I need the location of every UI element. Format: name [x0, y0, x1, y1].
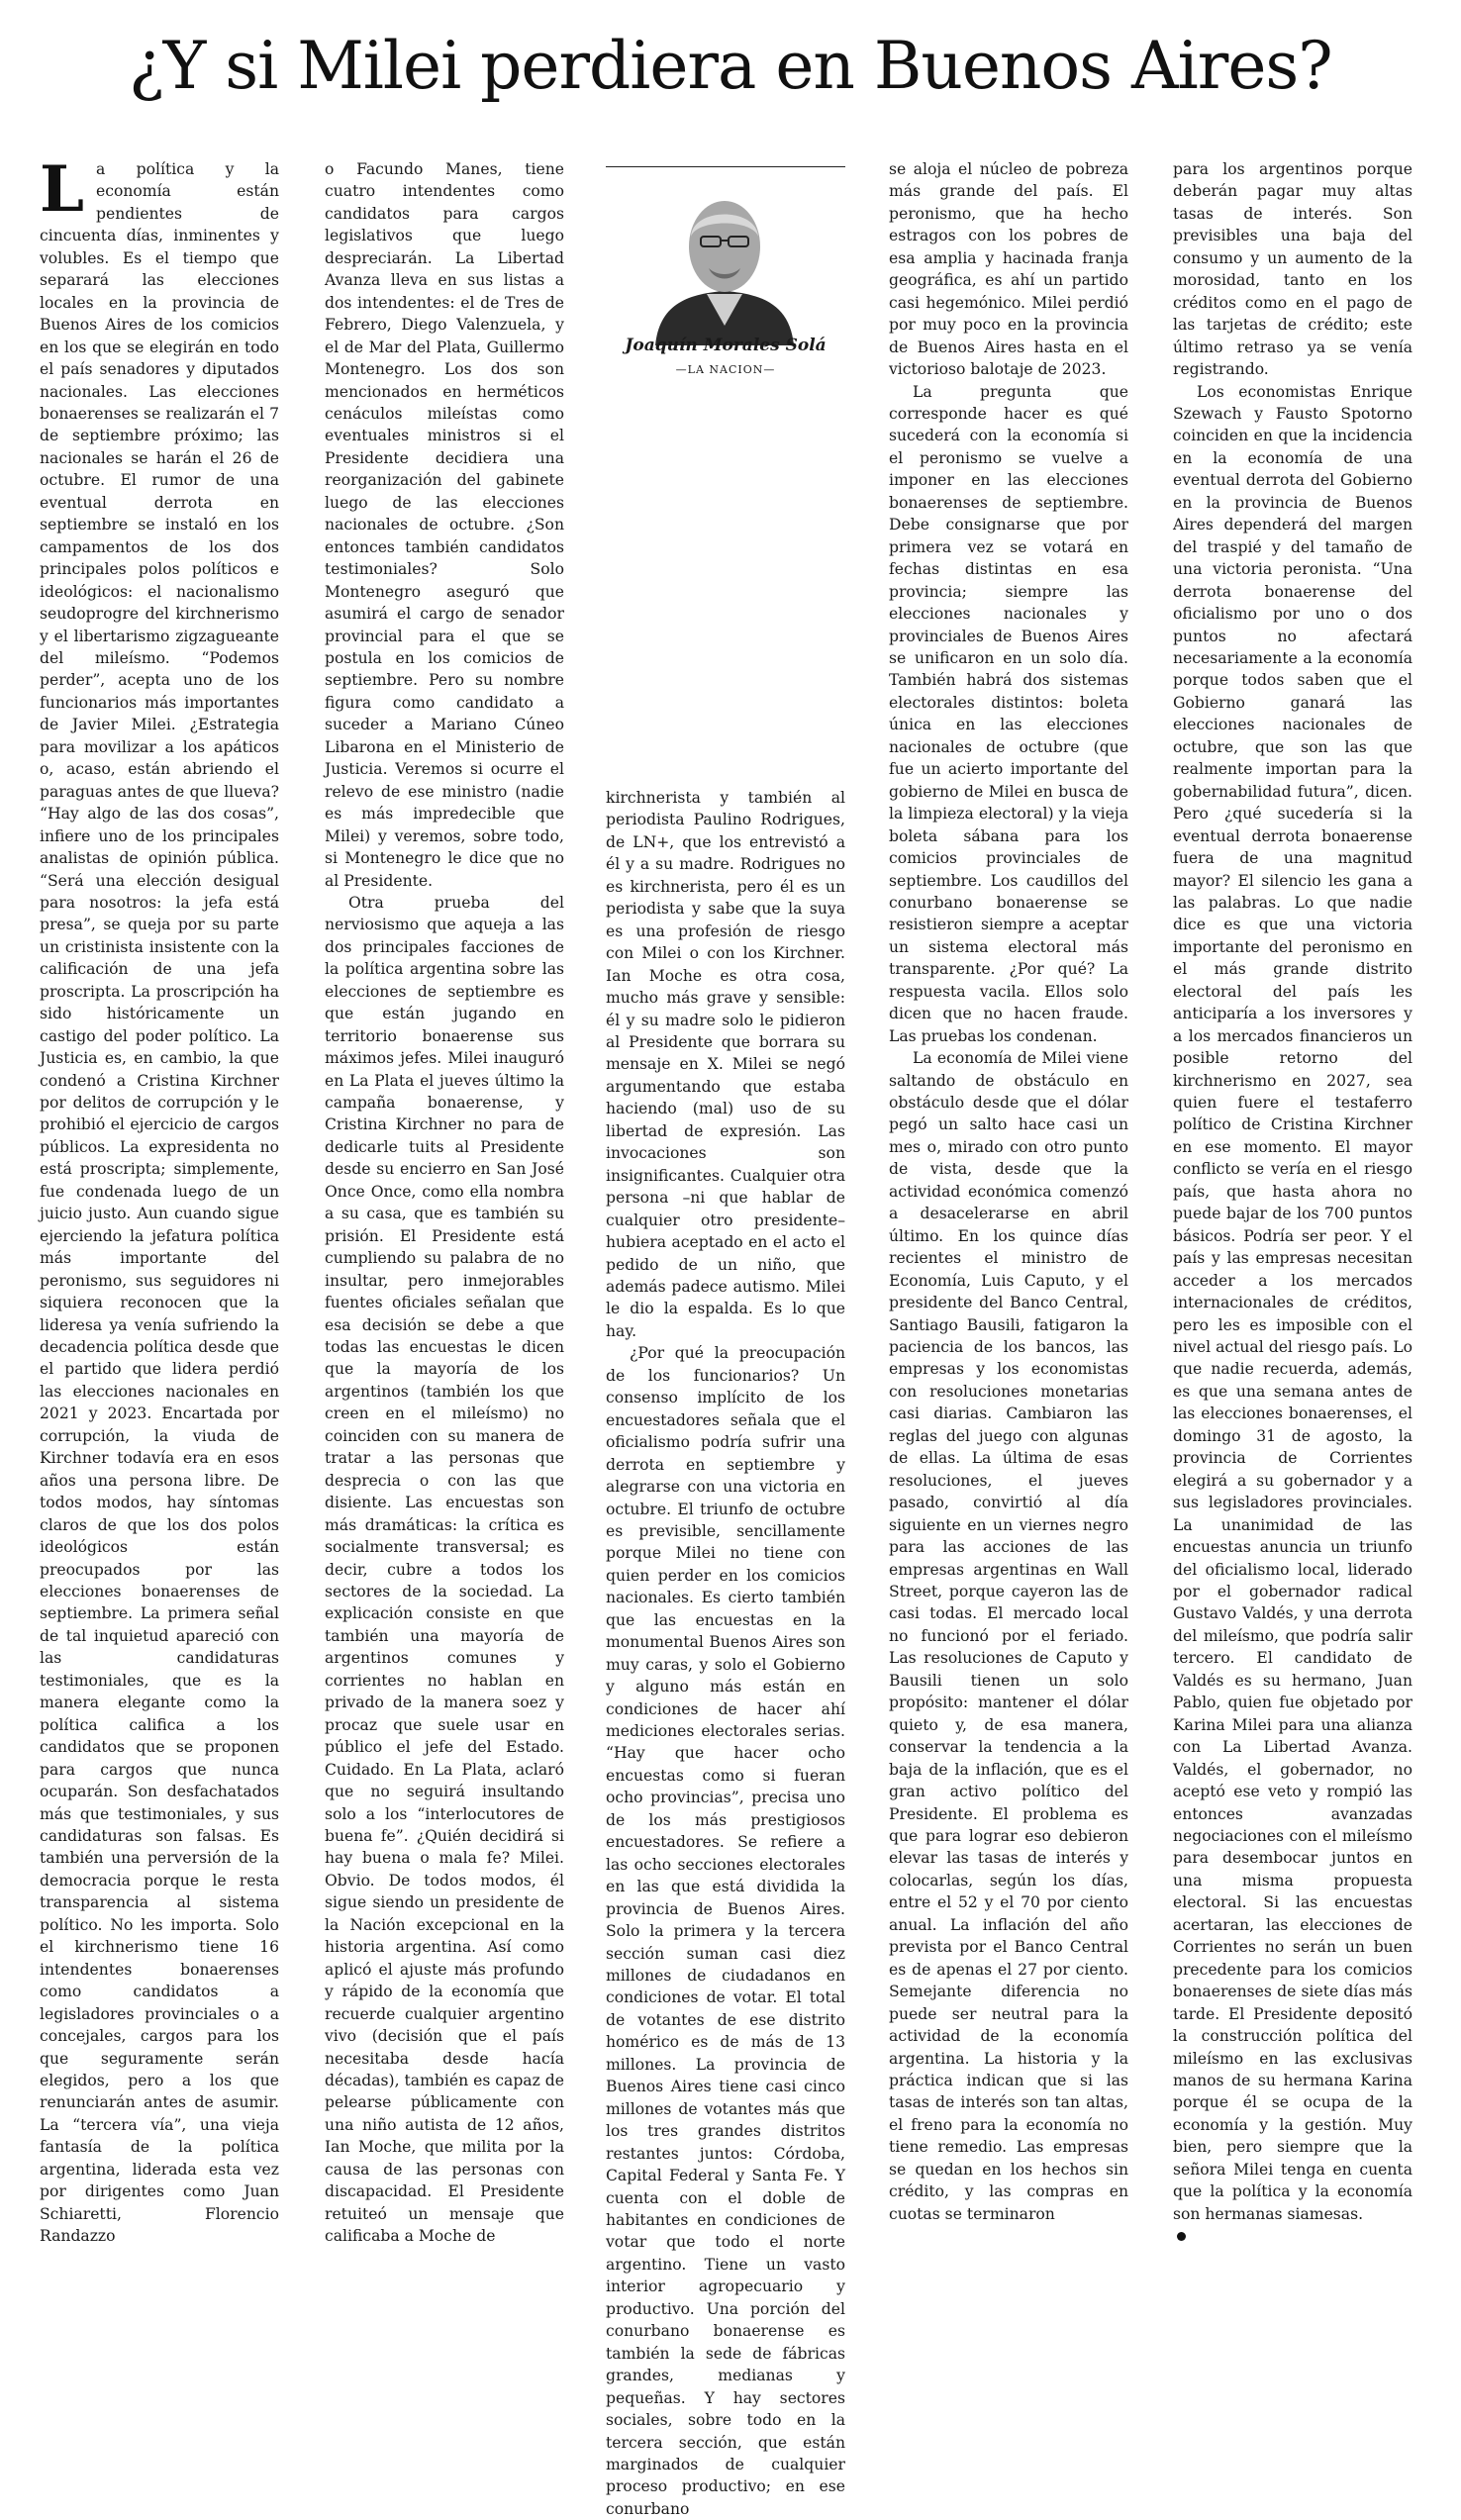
author-photo	[645, 177, 804, 345]
paragraph: ¿Por qué la preocupación de los funcionarios? Un consenso implícito de los encuestadores señala que el oficialismo podría sufrir una derrota en septiembre y alegrarse con una victoria en octubre. El triunfo de octubre es previsible, sencillamente porque Milei no tiene con quien perder en los comicios nacionales. Es cierto también que las encuestas en la monumental Buenos Aires son muy caras, y solo el Gobierno y alguno más están en condiciones de hacer ahí mediciones electorales serias. “Hay que hacer ocho encuestas como si fueran ocho provincias”, precisa uno de los más prestigiosos encuestadores. Se refiere a las ocho secciones electorales en las que está dividida la provincia de Buenos Aires. Solo la primera y la tercera sección suman casi diez millones de ciudadanos en condiciones de votar. El total de votantes de ese distrito homérico es de más de 13 millones. La provincia de Buenos Aires tiene casi cinco millones de votantes más que los tres grandes distritos restantes juntos: Córdoba, Capital Federal y Santa Fe. Y cuenta con el doble de habitantes en condiciones de votar que todo el norte argentino. Tiene un vasto interior agropecuario y productivo. Una porción del conurbano bonaerense es también la sede de fábricas grandes, medianas y pequeñas. Y hay sectores sociales, sobre todo en la tercera sección, que están marginados de cualquier proceso productivo; en ese conurbano	[606, 1344, 845, 2518]
author-box	[606, 166, 845, 773]
paragraph: Otra prueba del nerviosismo que aqueja a las dos principales facciones de la política argentina sobre las elecciones de septiembre es que están jugando en territorio bonaerense sus máximos jefes. Milei inauguró en La Plata el jueves último la campaña bonaerense, y Cristina Kirchner no para de dedicarle tuits al Presidente desde su encierro en San José Once Once, como ella nombra a su casa, que es también su prisión. El Presidente está cumpliendo su palabra de no insultar, pero inmejorables fuentes oficiales señalan que esa decisión se debe a que todas las encuestas le dicen que la mayoría de los argentinos (también los que creen en el mileísmo) no coinciden con su manera de tratar a las personas que desprecia o con las que disiente. Las encuestas son más dramáticas: la crítica es socialmente transversal; es decir, cubre a todos los sectores de la sociedad. La explicación consiste en que también una mayoría de argentinos comunes y corrientes no hablan en privado de la manera soez y procaz que suele usar en público el jefe del Estado. Cuidado. En La Plata, aclaró que no seguirá insultando solo a los “interlocutores de buena fe”. ¿Quién decidirá si hay buena o mala fe? Milei. Obvio. De todos modos, él sigue siendo un presidente de la Nación excepcional en la historia argentina. Así como aplicó el ajuste más profundo y rápido de la economía que recuerde cualquier argentino vivo (decisión que el país necesitaba desde hacía décadas), también es capaz de pelearse públicamente con una niño autista de 12 años, Ian Moche, que milita por la causa de las personas con discapacidad. El Presidente retuiteó un mensaje que calificaba a Moche de	[325, 893, 564, 2246]
author-name: Joaquín Morales Solá	[625, 336, 827, 355]
paragraph: se aloja el núcleo de pobreza más grande del país. El peronismo, que ha hecho estragos con los pobres de esa amplia y hacinada franja geográfica, es ahí un partido casi hegemónico. Milei perdió por muy poco en la provincia de Buenos Aires hasta en el victorioso balotaje de 2023.	[889, 160, 1128, 379]
paragraph	[40, 152, 279, 2248]
article-column-5	[1173, 158, 1412, 2223]
headline: ¿Y si Milei perdiera en Buenos Aires?	[129, 28, 1332, 104]
drop-cap: L	[40, 152, 84, 227]
paragraph: La economía de Milei viene saltando de obstáculo en obstáculo desde que el dólar pegó un salto hace casi un mes o, mirado con otro punto de vista, desde que la actividad económica comenzó a desacelerarse en abril último. En los quince días recientes el ministro de Economía, Luis Caputo, y el presidente del Banco Central, Santiago Bausili, fatigaron la paciencia de los bancos, las empresas y los economistas con resoluciones monetarias casi diarias. Cambiaron las reglas del juego con algunas de ellas. La última de esas resoluciones, el jueves pasado, convirtió al día siguiente en un viernes negro para las acciones de las empresas argentinas en Wall Street, porque cayeron las de casi todas. El mercado local no funcionó por el feriado. Las resoluciones de Caputo y Bausili tienen un solo propósito: mantener el dólar quieto y, de esa manera, conservar la tendencia a la baja de la inflación, que es el gran activo político del Presidente. El problema es que para lograr eso debieron elevar las tasas de interés y colocarlas, según los días, entre el 52 y el 70 por ciento anual. La inflación del año prevista por el Banco Central es de apenas el 27 por ciento. Semejante diferencia no puede ser neutral para la actividad de la economía argentina. La historia y la práctica indican que si las tasas de interés son tan altas, el freno para la economía no tiene remedio. Las empresas se quedan en los hechos sin crédito, y las compras en cuotas se terminaron	[889, 1049, 1128, 2223]
article-column-1	[40, 152, 279, 2246]
end-mark-icon	[1177, 2232, 1186, 2241]
paragraph	[1173, 2225, 1412, 2247]
paragraph: Los economistas Enrique Szewach y Fausto Spotorno coinciden en que la incidencia en la economía de una eventual derrota del Gobierno en la provincia de Buenos Aires dependerá del margen del traspié y del tamaño de una victoria peronista. “Una derrota bonaerense del oficialismo por uno o dos puntos no afectará necesariamente a la economía porque todos saben que el Gobierno ganará las elecciones nacionales de octubre, que son las que realmente importan para la gobernabilidad futura”, dicen. Pero ¿qué sucedería si la eventual derrota bonaerense fuera de una magnitud mayor? El silencio les gana a las palabras. Lo que nadie dice es que una victoria importante del peronismo en el más grande distrito electoral del país les anticiparía a los inversores y a los mercados financieros un posible retorno del kirchnerismo en 2027, sea quien fuere el testaferro político de Cristina Kirchner en ese momento. El mayor conflicto se vería en el riesgo país, que hasta ahora no puede bajar de los 700 puntos básicos. Podría ser peor. Y el país y las empresas necesitan acceder a los mercados internacionales de créditos, pero les es imposible con el nivel actual del riesgo país. Lo que nadie recuerda, además, es que una semana antes de las elecciones bonaerenses, el domingo 31 de agosto, la provincia de Corrientes elegirá a su gobernador y a sus legisladores provinciales. La unanimidad de las encuestas anuncia un triunfo del oficialismo local, liderado por el gobernador radical Gustavo Valdés, y una derrota del mileísmo, que podría salir tercero. El candidato de Valdés es su hermano, Juan Pablo, quien fue objetado por Karina Milei para una alianza con La Libertad Avanza. Valdés, el gobernador, no aceptó ese veto y rompió las entonces avanzadas negociaciones con el mileísmo para desembocar juntos en una misma propuesta electoral. Si las encuestas acertaran, las elecciones de Corrientes no serán un buen precedente para los comicios bonaerenses de siete días más tarde. El Presidente depositó la construcción política del mileísmo en las exclusivas manos de su hermana Karina porque él se ocupa de la economía y la gestión. Muy bien, pero siempre que la señora Milei tenga en cuenta que la política y la economía son hermanas siamesas.	[1173, 382, 1412, 2223]
author-outlet: —LA NACION—	[675, 363, 776, 376]
paragraph: o Facundo Manes, tiene cuatro intendentes como candidatos para cargos legislativos que luego despreciarán. La Libertad Avanza lleva en sus listas a dos intendentes: el de Tres de Febrero, Diego Valenzuela, y el de Mar del Plata, Guillermo Montenegro. Los dos son mencionados en herméticos cenáculos mileístas como eventuales ministros si el Presidente decidiera una reorganización del gabinete luego de las elecciones nacionales de octubre. ¿Son entonces también candidatos testimoniales? Solo Montenegro aseguró que asumirá el cargo de senador provincial para el que se postula en los comicios de septiembre. Pero su nombre figura como candidato a suceder a Mariano Cúneo Libarona en el Ministerio de Justicia. Veremos si ocurre el relevo de ese ministro (nadie es más impredecible que Milei) y veremos, sobre todo, si Montenegro le dice que no al Presidente.	[325, 160, 564, 890]
paragraph: para los argentinos porque deberán pagar muy altas tasas de interés. Son previsibles una baja del consumo y un aumento de la morosidad, tanto en los créditos como en el pago de las tarjetas de crédito; este último retraso ya se venía registrando.	[1173, 160, 1412, 379]
article-column-4	[889, 158, 1128, 2223]
article-column-3	[606, 787, 845, 2518]
paragraph: La pregunta que corresponde hacer es qué sucederá con la economía si el peronismo se vuelve a imponer en las elecciones bonaerenses de septiembre. Debe consignarse que por primera vez se votará en fechas distintas en esa provincia; siempre las elecciones nacionales y provinciales de Buenos Aires se unificaron en un solo día. También habrá dos sistemas electorales distintos: boleta única en las elecciones nacionales de octubre (que fue un acierto importante del gobierno de Milei en busca de la limpieza electoral) y la vieja boleta sábana para los comicios provinciales de septiembre. Los caudillos del conurbano bonaerense se resistieron siempre a aceptar un sistema electoral más transparente. ¿Por qué? La respuesta vacila. Ellos solo dicen que no hacen fraude. Las pruebas los condenan.	[889, 382, 1128, 1045]
article-column-2	[325, 158, 564, 2246]
paragraph: kirchnerista y también al periodista Paulino Rodrigues, de LN+, que los entrevistó a él y a su madre. Rodrigues no es kirchnerista, pero él es un periodista y sabe que la suya es una profesión de riesgo con Milei o con los Kirchner. Ian Moche es otra cosa, mucho más grave y sensible: él y su madre solo le pidieron al Presidente que borrara su mensaje en X. Milei se negó argumentando que estaba haciendo (mal) uso de su libertad de expresión. Las invocaciones son insignificantes. Cualquier otra persona –ni que hablar de cualquier otro presidente– hubiera aceptado en el acto el pedido de un niño, que además padece autismo. Milei le dio la espalda. Es lo que hay.	[606, 789, 845, 1340]
paragraph-text: a política y la economía están pendientes de cincuenta días, inminentes y volubles. Es el tiempo que separará las elecciones locales en la provincia de Buenos Aires de los comicios en los que se elegirán en todo el país senadores y diputados nacionales. Las elecciones bonaerenses se realizarán el 7 de septiembre próximo; las nacionales se harán el 26 de octubre. El rumor de una eventual derrota en septiembre se instaló en los campamentos de los dos principales polos políticos e ideológicos: el nacionalismo seudoprogre del kirchnerismo y el libertarismo zigzagueante del mileísmo. “Podemos perder”, acepta uno de los funcionarios más importantes de Javier Milei. ¿Estrategia para movilizar a los apáticos o, acaso, están abriendo el paraguas antes de que llueva? “Hay algo de las dos cosas”, infiere uno de los principales analistas de opinión pública. “Será una elección desigual para nosotros: la jefa está presa”, se queja por su parte un cristinista insistente con la calificación de una jefa proscripta. La proscripción ha sido históricamente un castigo del poder político. La Justicia es, en cambio, la que condenó a Cristina Kirchner por delitos de corrupción y le prohibió el ejercicio de cargos públicos. La expresidenta no está proscripta; simplemente, fue condenada luego de un juicio justo. Aun cuando sigue ejerciendo la jefatura política más importante del peronismo, sus seguidores ni siquiera reconocen que la lideresa ya venía sufriendo la decadencia política desde que el partido que lidera perdió las elecciones nacionales en 2021 y 2023. Encartada por corrupción, la viuda de Kirchner todavía era en esos años una persona libre. De todos modos, hay síntomas claros de que los dos polos ideológicos están preocupados por las elecciones bonaerenses de septiembre. La primera señal de tal inquietud apareció con las candidaturas testimoniales, que es la manera elegante como la política califica a los candidatos que se proponen para cargos que nunca ocuparán. Son desfachatados más que testimoniales, y sus candidaturas son falsas. Es también una perversión de la democracia porque le resta transparencia al sistema político. No les importa. Solo el kirchnerismo tiene 16 intendentes bonaerenses como candidatos a legisladores provinciales o a concejales, cargos para los que seguramente serán elegidos, pero a los que renunciarán antes de asumir. La “tercera vía”, una vieja fantasía de la política argentina, liderada esta vez por dirigentes como Juan Schiaretti, Florencio Randazzo	[40, 160, 279, 2246]
